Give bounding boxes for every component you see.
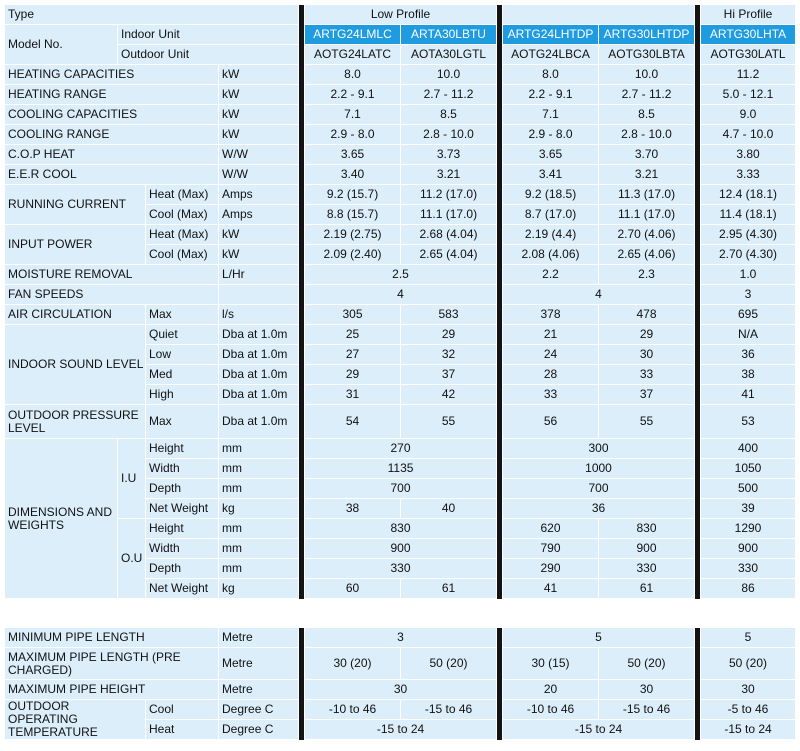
spec-table-pipes xyxy=(4,627,796,740)
value-cell: 2.7 - 11.2 xyxy=(599,85,695,105)
value-cell: 20 xyxy=(503,680,599,700)
value-cell: 29 xyxy=(599,325,695,345)
row-label: OUTDOOR OPERATING TEMPERATURE xyxy=(5,700,146,740)
value-cell: 4 xyxy=(305,285,497,305)
sub-label: Max xyxy=(146,405,219,439)
row-heating-range xyxy=(5,85,796,105)
value-cell: 583 xyxy=(401,305,497,325)
value-cell: 2.70 (4.30) xyxy=(701,245,796,265)
value-cell: 36 xyxy=(503,499,695,519)
value-cell: 3.80 xyxy=(701,145,796,165)
unit-label: l/s xyxy=(219,305,299,325)
indoor-model: ARTA30LBTU xyxy=(401,25,497,45)
unit-label: Degree C xyxy=(219,720,299,740)
value-cell: 12.4 (18.1) xyxy=(701,185,796,205)
value-cell: 1135 xyxy=(305,459,497,479)
value-cell: 5 xyxy=(503,628,695,648)
value-cell: 27 xyxy=(305,345,401,365)
value-cell: 41 xyxy=(701,385,796,405)
value-cell: 37 xyxy=(599,385,695,405)
value-cell: 2.09 (2.40) xyxy=(305,245,401,265)
value-cell: 3.70 xyxy=(599,145,695,165)
value-cell: 3.41 xyxy=(503,165,599,185)
row-label: HEATING CAPACITIES xyxy=(5,65,219,85)
value-cell: 2.19 (4.4) xyxy=(503,225,599,245)
sub-label: Width xyxy=(146,539,219,559)
row-label: AIR CIRCULATION xyxy=(5,305,146,325)
row-label: MAXIMUM PIPE LENGTH (PRE CHARGED) xyxy=(5,648,219,680)
unit-label: kW xyxy=(219,245,299,265)
value-cell: 620 xyxy=(503,519,599,539)
unit-label: kg xyxy=(219,499,299,519)
sub-label: Cool (Max) xyxy=(146,245,219,265)
value-cell: -15 to 24 xyxy=(701,720,796,740)
outdoor-model: AOTG24LATC xyxy=(305,45,401,65)
value-cell: 11.2 xyxy=(701,65,796,85)
value-cell: 2.65 (4.06) xyxy=(599,245,695,265)
iu-label: I.U xyxy=(118,439,146,519)
row-label: HEATING RANGE xyxy=(5,85,219,105)
value-cell: 7.1 xyxy=(503,105,599,125)
row-cooling-range xyxy=(5,125,796,145)
row-label: COOLING CAPACITIES xyxy=(5,105,219,125)
value-cell: N/A xyxy=(701,325,796,345)
row-outdoor-pressure xyxy=(5,405,796,439)
value-cell: -15 to 46 xyxy=(401,700,497,720)
row-label: DIMENSIONS AND WEIGHTS xyxy=(5,439,118,599)
value-cell: 2.3 xyxy=(599,265,695,285)
value-cell: 5 xyxy=(701,628,796,648)
row-air-circulation xyxy=(5,305,796,325)
value-cell: 40 xyxy=(401,499,497,519)
sub-label: Net Weight xyxy=(146,579,219,599)
row-ou-height xyxy=(5,519,796,539)
unit-label: W/W xyxy=(219,145,299,165)
value-cell: 3.73 xyxy=(401,145,497,165)
value-cell: -10 to 46 xyxy=(305,700,401,720)
value-cell: 3.40 xyxy=(305,165,401,185)
value-cell: 8.5 xyxy=(401,105,497,125)
sub-label: Height xyxy=(146,439,219,459)
row-cop-heat xyxy=(5,145,796,165)
unit-label: mm xyxy=(219,439,299,459)
value-cell: 2.95 (4.30) xyxy=(701,225,796,245)
indoor-unit-label: Indoor Unit xyxy=(118,25,299,45)
value-cell: 290 xyxy=(503,559,599,579)
value-cell: -15 to 24 xyxy=(503,720,695,740)
value-cell: 39 xyxy=(701,499,796,519)
unit-label: Dba at 1.0m xyxy=(219,385,299,405)
row-label: COOLING RANGE xyxy=(5,125,219,145)
row-moisture-removal xyxy=(5,265,796,285)
indoor-model: ARTG30LHTDP xyxy=(599,25,695,45)
sub-label: Cool xyxy=(146,700,219,720)
row-max-pipe-length xyxy=(5,648,796,680)
value-cell: 9.2 (18.5) xyxy=(503,185,599,205)
value-cell: 41 xyxy=(503,579,599,599)
value-cell: 695 xyxy=(701,305,796,325)
unit-label: kW xyxy=(219,125,299,145)
value-cell: 830 xyxy=(599,519,695,539)
value-cell: 31 xyxy=(305,385,401,405)
value-cell: 5.0 - 12.1 xyxy=(701,85,796,105)
value-cell: 38 xyxy=(305,499,401,519)
value-cell: 25 xyxy=(305,325,401,345)
value-cell: 30 (20) xyxy=(305,648,401,680)
indoor-model: ARTG30LHTA xyxy=(701,25,796,45)
unit-label: mm xyxy=(219,479,299,499)
sub-label: Cool (Max) xyxy=(146,205,219,225)
value-cell: 10.0 xyxy=(599,65,695,85)
row-heating-capacities xyxy=(5,65,796,85)
value-cell: 2.2 - 9.1 xyxy=(503,85,599,105)
value-cell: 29 xyxy=(401,325,497,345)
value-cell: 478 xyxy=(599,305,695,325)
type-label: Type xyxy=(5,5,299,25)
unit-label xyxy=(219,285,299,305)
sub-label: Heat xyxy=(146,720,219,740)
unit-label: mm xyxy=(219,459,299,479)
value-cell: 830 xyxy=(305,519,497,539)
value-cell: 11.3 (17.0) xyxy=(599,185,695,205)
row-iu-height xyxy=(5,439,796,459)
value-cell: 28 xyxy=(503,365,599,385)
value-cell: 11.2 (17.0) xyxy=(401,185,497,205)
row-label: MINIMUM PIPE LENGTH xyxy=(5,628,219,648)
value-cell: 2.5 xyxy=(305,265,497,285)
value-cell: 378 xyxy=(503,305,599,325)
value-cell: 790 xyxy=(503,539,599,559)
row-label: RUNNING CURRENT xyxy=(5,185,146,225)
indoor-model: ARTG24LMLC xyxy=(305,25,401,45)
model-no-label: Model No. xyxy=(5,25,118,65)
row-label: INDOOR SOUND LEVEL xyxy=(5,325,146,405)
sub-label: Height xyxy=(146,519,219,539)
value-cell: 2.8 - 10.0 xyxy=(599,125,695,145)
value-cell: 3.33 xyxy=(701,165,796,185)
unit-label: kg xyxy=(219,579,299,599)
value-cell: 500 xyxy=(701,479,796,499)
unit-label: L/Hr xyxy=(219,265,299,285)
row-indoor-sound-quiet xyxy=(5,325,796,345)
value-cell: 30 xyxy=(599,345,695,365)
value-cell: 11.1 (17.0) xyxy=(599,205,695,225)
value-cell: 3.65 xyxy=(305,145,401,165)
value-cell: 2.9 - 8.0 xyxy=(305,125,401,145)
value-cell: 3 xyxy=(305,628,497,648)
spec-table xyxy=(4,4,796,599)
value-cell: 29 xyxy=(305,365,401,385)
ou-label: O.U xyxy=(118,519,146,599)
value-cell: 86 xyxy=(701,579,796,599)
value-cell: 55 xyxy=(599,405,695,439)
value-cell: 56 xyxy=(503,405,599,439)
value-cell: 60 xyxy=(305,579,401,599)
row-outdoor-models xyxy=(5,45,796,65)
value-cell: 1000 xyxy=(503,459,695,479)
row-eer-cool xyxy=(5,165,796,185)
sub-label: Low xyxy=(146,345,219,365)
value-cell: -10 to 46 xyxy=(503,700,599,720)
value-cell: 3.65 xyxy=(503,145,599,165)
row-running-current-heat xyxy=(5,185,796,205)
value-cell: 38 xyxy=(701,365,796,385)
row-cooling-capacities xyxy=(5,105,796,125)
value-cell: 2.2 xyxy=(503,265,599,285)
value-cell: 2.2 - 9.1 xyxy=(305,85,401,105)
value-cell: 1.0 xyxy=(701,265,796,285)
value-cell: -15 to 46 xyxy=(599,700,695,720)
value-cell: 7.1 xyxy=(305,105,401,125)
value-cell: 2.7 - 11.2 xyxy=(401,85,497,105)
row-label: FAN SPEEDS xyxy=(5,285,219,305)
sub-label: Heat (Max) xyxy=(146,185,219,205)
sub-label: Max xyxy=(146,305,219,325)
value-cell: 33 xyxy=(503,385,599,405)
value-cell: 42 xyxy=(401,385,497,405)
value-cell: 36 xyxy=(701,345,796,365)
value-cell: 330 xyxy=(599,559,695,579)
sub-label: Quiet xyxy=(146,325,219,345)
sub-label: High xyxy=(146,385,219,405)
value-cell: 8.8 (15.7) xyxy=(305,205,401,225)
value-cell: 32 xyxy=(401,345,497,365)
value-cell: 30 (15) xyxy=(503,648,599,680)
row-label: INPUT POWER xyxy=(5,225,146,265)
value-cell: 300 xyxy=(503,439,695,459)
value-cell: 50 (20) xyxy=(401,648,497,680)
unit-label: Degree C xyxy=(219,700,299,720)
unit-label: kW xyxy=(219,85,299,105)
value-cell: 8.5 xyxy=(599,105,695,125)
value-cell: 1050 xyxy=(701,459,796,479)
value-cell: 50 (20) xyxy=(599,648,695,680)
sub-label: Med xyxy=(146,365,219,385)
value-cell: 4 xyxy=(503,285,695,305)
value-cell: 3.21 xyxy=(401,165,497,185)
value-cell: 270 xyxy=(305,439,497,459)
sub-label: Heat (Max) xyxy=(146,225,219,245)
value-cell: 2.70 (4.06) xyxy=(599,225,695,245)
unit-label: W/W xyxy=(219,165,299,185)
row-label: E.E.R COOL xyxy=(5,165,219,185)
value-cell: 54 xyxy=(305,405,401,439)
value-cell: 9.0 xyxy=(701,105,796,125)
value-cell: 53 xyxy=(701,405,796,439)
value-cell: 2.65 (4.04) xyxy=(401,245,497,265)
row-fan-speeds xyxy=(5,285,796,305)
value-cell: 30 xyxy=(701,680,796,700)
row-input-power-heat xyxy=(5,225,796,245)
value-cell: 305 xyxy=(305,305,401,325)
row-operating-temp-cool xyxy=(5,700,796,720)
low-profile-header: Low Profile xyxy=(305,5,497,25)
value-cell: 8.0 xyxy=(305,65,401,85)
value-cell: 2.8 - 10.0 xyxy=(401,125,497,145)
outdoor-model: AOTG24LBCA xyxy=(503,45,599,65)
sub-label: Width xyxy=(146,459,219,479)
row-label: MOISTURE REMOVAL xyxy=(5,265,219,285)
value-cell: 330 xyxy=(701,559,796,579)
outdoor-unit-label: Outdoor Unit xyxy=(118,45,299,65)
header-row-type xyxy=(5,5,796,25)
sub-label: Depth xyxy=(146,479,219,499)
unit-label: Dba at 1.0m xyxy=(219,325,299,345)
outdoor-model: AOTG30LATL xyxy=(701,45,796,65)
value-cell: 8.0 xyxy=(503,65,599,85)
value-cell: 61 xyxy=(599,579,695,599)
unit-label: Metre xyxy=(219,628,299,648)
unit-label: Metre xyxy=(219,680,299,700)
value-cell: 37 xyxy=(401,365,497,385)
value-cell: 900 xyxy=(599,539,695,559)
value-cell: 61 xyxy=(401,579,497,599)
value-cell: 3.21 xyxy=(599,165,695,185)
value-cell: 30 xyxy=(599,680,695,700)
value-cell: 700 xyxy=(503,479,695,499)
value-cell: 2.9 - 8.0 xyxy=(503,125,599,145)
row-max-pipe-height xyxy=(5,680,796,700)
sub-label: Net Weight xyxy=(146,499,219,519)
value-cell: 50 (20) xyxy=(701,648,796,680)
value-cell: 11.4 (18.1) xyxy=(701,205,796,225)
value-cell: 10.0 xyxy=(401,65,497,85)
value-cell: 21 xyxy=(503,325,599,345)
row-min-pipe-length xyxy=(5,628,796,648)
unit-label: Amps xyxy=(219,185,299,205)
row-label: OUTDOOR PRESSURE LEVEL xyxy=(5,405,146,439)
value-cell: 900 xyxy=(305,539,497,559)
value-cell: 4.7 - 10.0 xyxy=(701,125,796,145)
indoor-model: ARTG24LHTDP xyxy=(503,25,599,45)
value-cell: 2.08 (4.06) xyxy=(503,245,599,265)
value-cell: -5 to 46 xyxy=(701,700,796,720)
row-label: MAXIMUM PIPE HEIGHT xyxy=(5,680,219,700)
unit-label: Metre xyxy=(219,648,299,680)
unit-label: mm xyxy=(219,519,299,539)
value-cell: -15 to 24 xyxy=(305,720,497,740)
value-cell: 24 xyxy=(503,345,599,365)
value-cell: 33 xyxy=(599,365,695,385)
value-cell: 900 xyxy=(701,539,796,559)
unit-label: Dba at 1.0m xyxy=(219,405,299,439)
value-cell: 30 xyxy=(305,680,497,700)
value-cell: 2.68 (4.04) xyxy=(401,225,497,245)
unit-label: kW xyxy=(219,225,299,245)
unit-label: kW xyxy=(219,65,299,85)
value-cell: 330 xyxy=(305,559,497,579)
unit-label: mm xyxy=(219,559,299,579)
value-cell: 1290 xyxy=(701,519,796,539)
unit-label: mm xyxy=(219,539,299,559)
value-cell: 55 xyxy=(401,405,497,439)
unit-label: Dba at 1.0m xyxy=(219,365,299,385)
outdoor-model: AOTA30LGTL xyxy=(401,45,497,65)
row-indoor-models xyxy=(5,25,796,45)
value-cell: 9.2 (15.7) xyxy=(305,185,401,205)
value-cell: 400 xyxy=(701,439,796,459)
value-cell: 3 xyxy=(701,285,796,305)
value-cell: 2.19 (2.75) xyxy=(305,225,401,245)
row-label: C.O.P HEAT xyxy=(5,145,219,165)
value-cell: 11.1 (17.0) xyxy=(401,205,497,225)
hi-profile-header: Hi Profile xyxy=(701,5,796,25)
unit-label: Amps xyxy=(219,205,299,225)
unit-label: Dba at 1.0m xyxy=(219,345,299,365)
value-cell: 8.7 (17.0) xyxy=(503,205,599,225)
sub-label: Depth xyxy=(146,559,219,579)
unit-label: kW xyxy=(219,105,299,125)
low-profile-header-cont xyxy=(503,5,695,25)
value-cell: 700 xyxy=(305,479,497,499)
outdoor-model: AOTG30LBTA xyxy=(599,45,695,65)
